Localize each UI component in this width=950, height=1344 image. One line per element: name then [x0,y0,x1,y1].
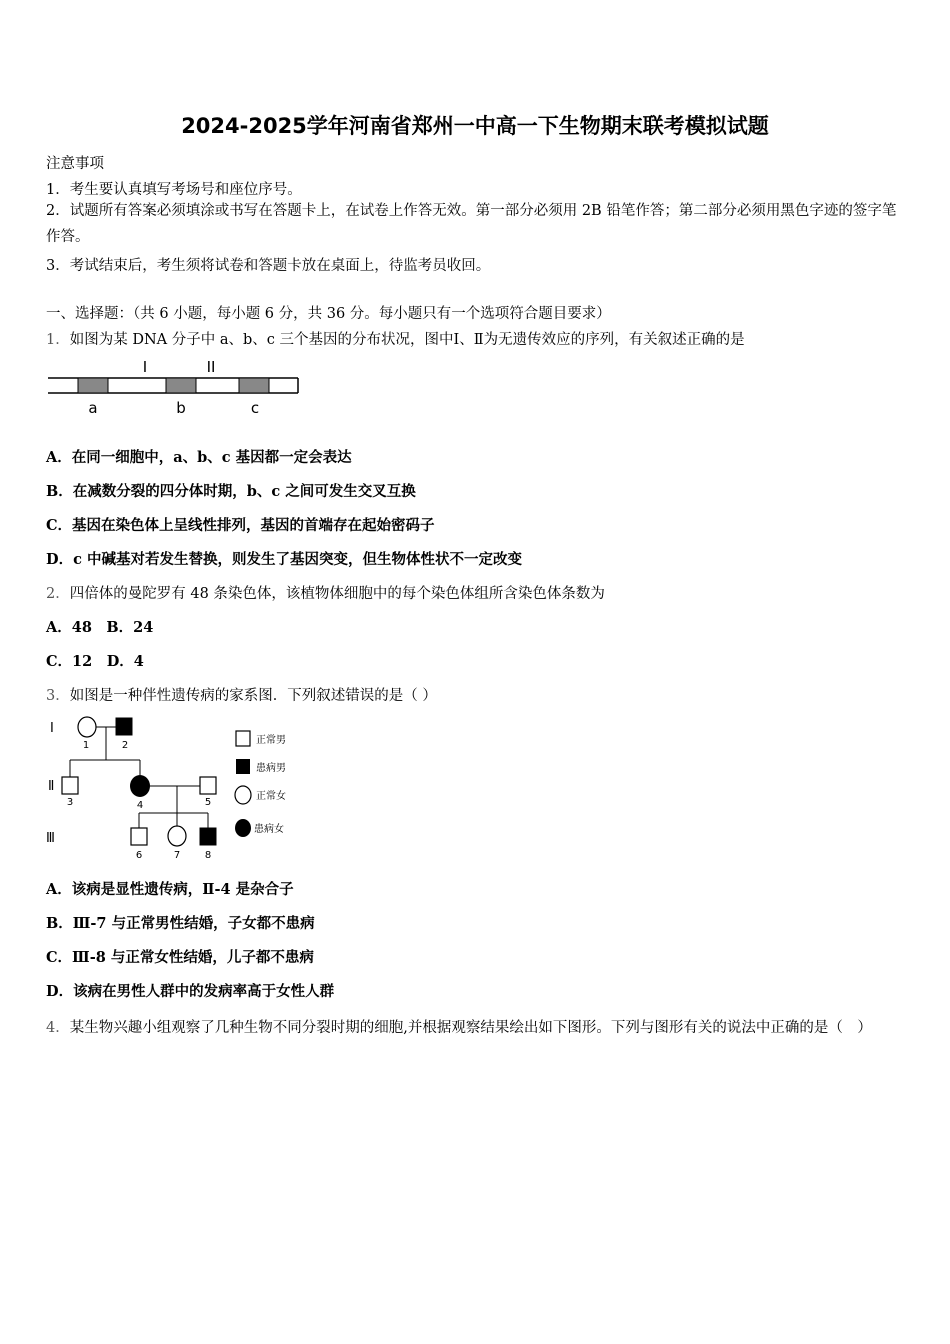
number-3: 3 [66,797,74,808]
question-4 [46,1010,908,1046]
q1-option-a: A．在同一细胞中，a、b、c 基因都一定会表达 [46,449,352,466]
q3-option-b: B．Ⅲ-7 与正常男性结婚，子女都不患病 [46,915,315,932]
question-stem: 如图是一种伴性遗传病的家系图．下列叙述错误的是（ ） [69,688,437,704]
number-6: 6 [135,850,143,861]
number-5: 5 [204,797,212,808]
question-1 [46,328,745,349]
legend-affected-female: 患病女 [254,824,284,835]
notice-item-1: 1．考生要认真填写考场号和座位序号。 [46,182,302,198]
label-I: I [142,358,148,376]
question-stem: 如图为某 DNA 分子中 a、b、c 三个基因的分布状况，图中Ⅰ、Ⅱ为无遗传效应的序列，有关叙述正确的是 [69,332,745,348]
dna-figure [46,356,302,420]
question-number: 1． [46,332,70,348]
individual-I-1-normal-female [78,717,96,737]
gene-b-segment [166,378,196,393]
generation-II-label: Ⅱ [48,779,55,794]
gene-c-segment [239,378,269,393]
legend-normal-male: 正常男 [256,735,286,746]
legend-normal-female: 正常女 [256,791,286,802]
number-1: 1 [82,740,90,751]
question-stem: 某生物兴趣小组观察了几种生物不同分裂时期的细胞,并根据观察结果绘出如下图形。下列与图形有关的说法中正确的是（ ） [69,1020,872,1036]
legend-affected-male-symbol [236,759,250,774]
individual-II-5-normal-male [200,777,216,794]
individual-III-6-normal-male [131,828,147,845]
page-title: 2024-2025学年河南省郑州一中高一下生物期末联考模拟试题 [181,114,769,138]
individual-I-2-affected-male [116,718,132,735]
q1-option-d: D．c 中碱基对若发生替换，则发生了基因突变，但生物体性状不一定改变 [46,551,522,568]
generation-III-label: Ⅲ [46,831,55,846]
legend-affected-male: 患病男 [256,763,286,774]
question-stem: 四倍体的曼陀罗有 48 条染色体，该植物体细胞中的每个染色体组所含染色体条数为 [69,586,605,602]
legend-affected-female-symbol [235,819,251,837]
number-7: 7 [173,850,181,861]
notice-heading: 注意事项 [46,156,104,172]
gene-c-label: c [250,399,260,417]
label-II: II [206,358,216,376]
number-2: 2 [121,740,129,751]
gene-b-label: b [176,399,186,417]
number-8: 8 [204,850,212,861]
individual-III-8-affected-male [200,828,216,845]
q3-option-d: D．该病在男性人群中的发病率高于女性人群 [46,983,335,1000]
legend-normal-male-symbol [236,731,250,746]
q2-options-row-2: C．12 D．4 [46,653,144,670]
section-heading: 一、选择题：（共 6 小题，每小题 6 分，共 36 分。每小题只有一个选项符合题目要求） [46,306,611,322]
q2-options-row-1: A．48 B．24 [46,619,154,636]
notice-item-3: 3．考试结束后，考生须将试卷和答题卡放在桌面上，待监考员收回。 [46,258,491,274]
gene-a-segment [78,378,108,393]
q1-option-b: B．在减数分裂的四分体时期，b、c 之间可发生交叉互换 [46,483,416,500]
q1-option-c: C．基因在染色体上呈线性排列，基因的首端存在起始密码子 [46,517,435,534]
pedigree-chart [40,708,310,868]
generation-I-label: Ⅰ [50,721,54,736]
individual-II-4-affected-female [130,775,150,797]
number-4: 4 [136,800,144,811]
gene-a-label: a [88,399,98,417]
question-2 [46,582,605,603]
question-3 [46,684,437,705]
individual-III-7-normal-female [168,826,186,846]
q3-option-a: A．该病是显性遗传病，Ⅱ-4 是杂合子 [46,881,294,898]
question-number: 4． [46,1020,70,1036]
question-number: 3． [46,688,70,704]
question-number: 2． [46,586,70,602]
q3-option-c: C．Ⅲ-8 与正常女性结婚，儿子都不患病 [46,949,314,966]
notice-item-2: 2．试题所有答案必须填涂或书写在答题卡上，在试卷上作答无效。第一部分必须用 2B 铅笔作答；第二部分必须用黑色字迹的签字笔作答。 [46,203,897,245]
individual-II-3-normal-male [62,777,78,794]
legend-normal-female-symbol [235,786,251,804]
